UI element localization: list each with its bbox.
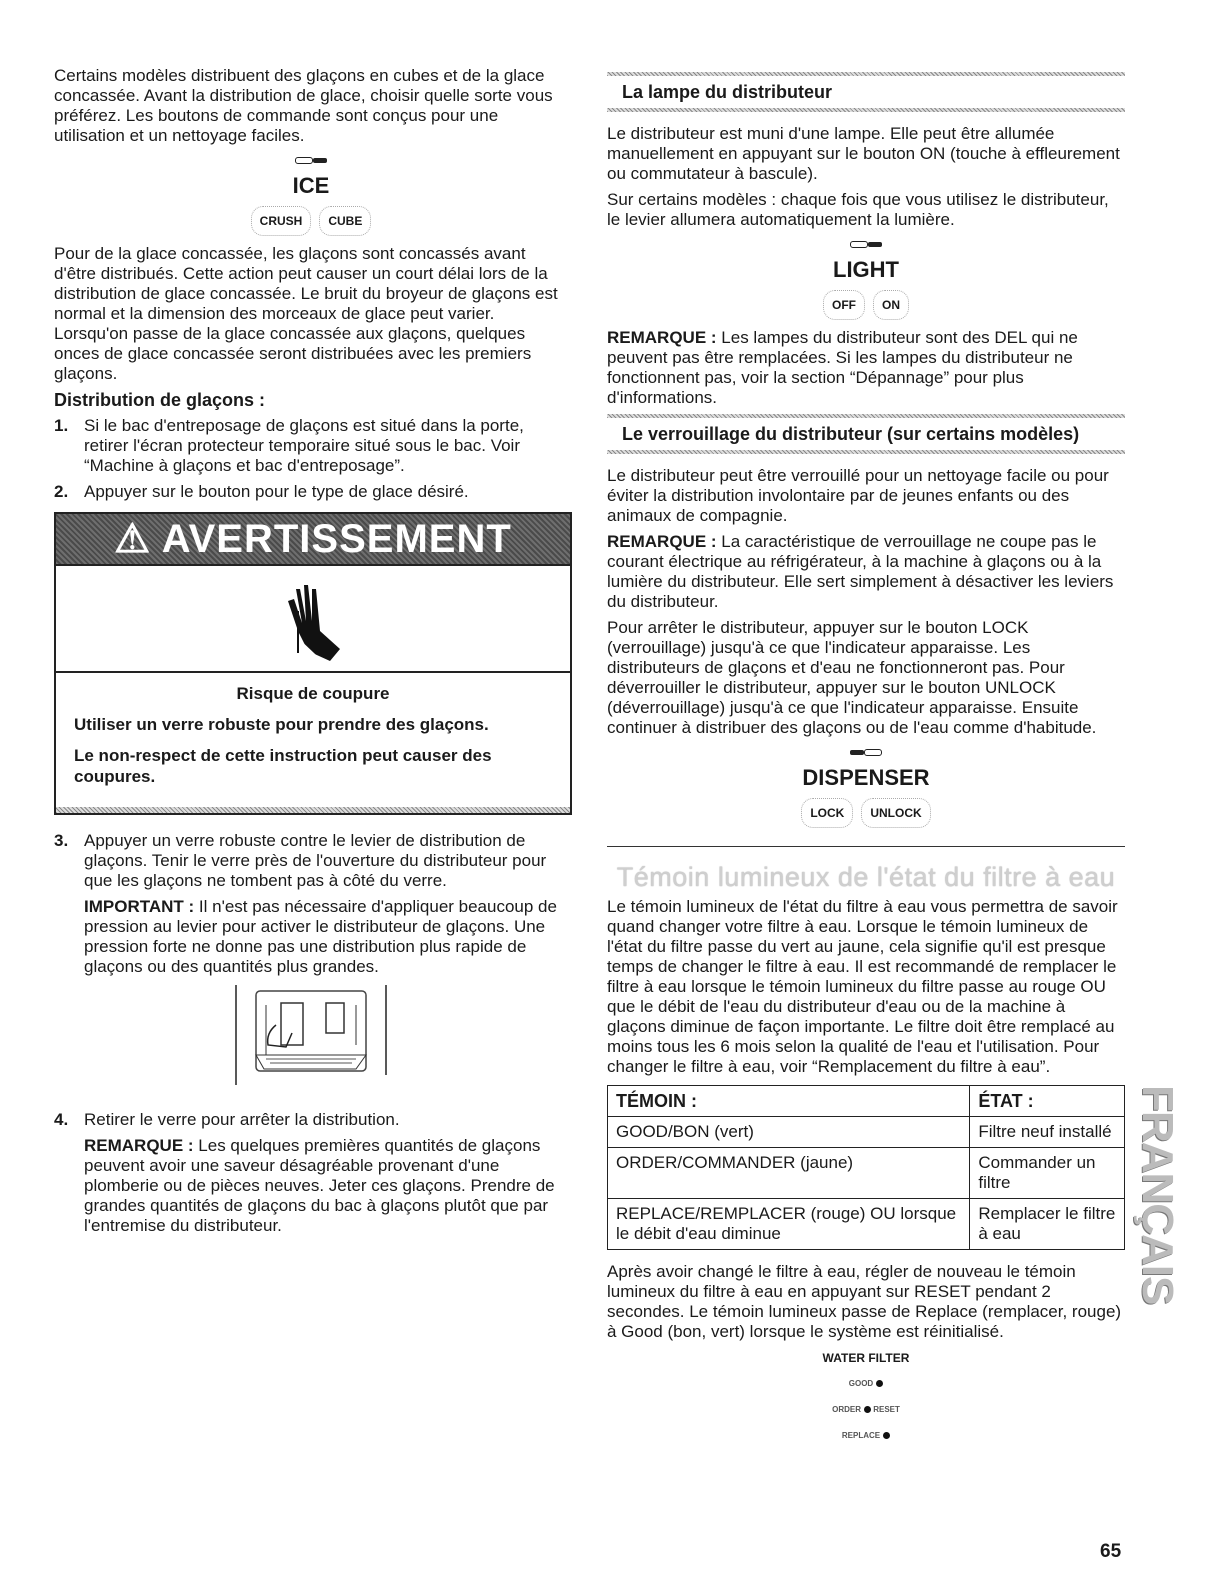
crushed-ice-paragraph: Pour de la glace concassée, les glaçons sont concassés avant d'être distribués. Cette action peut causer un court délai lors de la distribution de glace concassée. Le bruit du broyeur de glaçons est normal et la dimension des morceaux de glace peut varier. Lorsqu'on passe de la glace concassée aux glaçons, quelques onces de glace concassée seront distribuées avec les premiers glaçons. xyxy=(54,244,558,383)
lock-heading: Le verrouillage du distributeur (sur certains modèles) xyxy=(622,424,1080,444)
intro-paragraph: Certains modèles distribuent des glaçons en cubes et de la glace concassée. Avant la distribution de glace, choisir quelle sorte vous préférez. Les boutons de commande sont conçus pour une utilisation et un nettoyage faciles. xyxy=(54,66,553,145)
steps-list-a xyxy=(54,416,568,502)
crush-button: CRUSH xyxy=(251,206,312,236)
ice-control-title: ICE xyxy=(292,173,330,198)
unlock-button: UNLOCK xyxy=(861,798,930,828)
light-control-graphic xyxy=(607,238,1125,320)
warning-risk: Risque de coupure xyxy=(236,684,390,703)
table-header: ÉTAT : xyxy=(970,1086,1125,1117)
filter-status-table xyxy=(607,1085,1125,1250)
replace-indicator-icon xyxy=(883,1432,890,1439)
lamp-section-header xyxy=(607,72,1125,112)
steps-list-c xyxy=(54,1110,568,1236)
table-header: TÉMOIN : xyxy=(608,1086,970,1117)
water-filter-label: WATER FILTER xyxy=(822,1351,910,1365)
lamp-heading: La lampe du distributeur xyxy=(622,82,833,102)
on-button: ON xyxy=(873,290,909,320)
good-indicator-icon xyxy=(876,1380,883,1387)
step-item: 1. Si le bac d'entreposage de glaçons est situé dans la porte, retirer l'écran protecteur temporaire situé sous le bac. Voir “Machine à glaçons et bac d'entreposage”. xyxy=(54,416,524,475)
language-side-tab: FRANÇAIS xyxy=(1133,1085,1182,1305)
lock-paragraph-2: Pour arrêter le distributeur, appuyer sur le bouton LOCK (verrouillage) jusqu'à ce que l'indicateur apparaisse. Les distributeurs de glaçons et d'eau ne fonctionneront pas. Pour déverrouiller le distributeur, appuyer sur le bouton UNLOCK (déverrouillage) jusqu'à ce que l'indicateur apparaisse. Ensuite continuer à distribuer des glaçons ou de l'eau comme d'habitude. xyxy=(607,618,1097,737)
warning-box xyxy=(54,512,572,815)
warning-header: ⚠ AVERTISSEMENT xyxy=(56,514,570,564)
warning-line-2: Le non-respect de cette instruction peut causer des coupures. xyxy=(74,746,492,786)
section-divider xyxy=(607,846,1125,847)
cube-button: CUBE xyxy=(319,206,371,236)
table-row: ORDER/COMMANDER (jaune) Commander un filtre xyxy=(608,1148,1125,1199)
lamp-note: REMARQUE : Les lampes du distributeur sont des DEL qui ne peuvent pas être remplacées. Si les lampes du distributeur ne fonctionnent pas, voir la section “Dépannage” pour plus d'informations. xyxy=(607,328,1078,407)
off-button: OFF xyxy=(823,290,865,320)
left-column xyxy=(54,66,568,1242)
lock-section-header xyxy=(607,414,1125,454)
lamp-paragraph-2: Sur certains modèles : chaque fois que vous utilisez le distributeur, le levier allumera automatiquement la lumière. xyxy=(607,190,1109,229)
filter-paragraph-1: Le témoin lumineux de l'état du filtre à eau vous permettra de savoir quand changer votre filtre à eau. Lorsque le témoin lumineux de l'état du filtre passe du vert au jaune, cela signifie qu'il est presque temps de changer le filtre à eau. Il est recommandé de remplacer le filtre à eau lorsque le témoin lumineux du filtre passe au rouge OU que le débit de l'eau du distributeur d'eau ou de la machine à glaçons diminue de façon importante. Le filtre doit être remplacé au moins tous les 6 mois selon la qualité de l'eau et l'utilisation. Pour changer le filtre à eau, voir “Remplacement du filtre à eau”. xyxy=(607,897,1118,1076)
order-indicator-icon xyxy=(864,1406,871,1413)
lock-paragraph-1: Le distributeur peut être verrouillé pour un nettoyage facile ou pour éviter la distribution involontaire par de jeunes enfants ou des animaux de compagnie. xyxy=(607,466,1109,525)
lock-note: REMARQUE : La caractéristique de verrouillage ne coupe pas le courant électrique au réfrigérateur, à la machine à glaçons ou à la lumière du distributeur. Elle sert simplement à désactiver les leviers du distributeur. xyxy=(607,532,1114,611)
page-number: 65 xyxy=(1100,1541,1122,1562)
table-row: GOOD/BON (vert) Filtre neuf installé xyxy=(608,1117,1125,1148)
ice-dispensing-heading: Distribution de glaçons : xyxy=(54,390,266,410)
warning-line-1: Utiliser un verre robuste pour prendre des glaçons. xyxy=(74,715,489,734)
cut-hazard-icon xyxy=(56,564,570,673)
dispenser-control-title: DISPENSER xyxy=(802,765,930,790)
ice-control-graphic xyxy=(54,154,568,236)
water-filter-control-graphic: WATER FILTER GOOD ORDER RESET REPLACE xyxy=(607,1348,1125,1446)
step-item: 4. Retirer le verre pour arrêter la distribution. REMARQUE : Les quelques premières quantités de glaçons peuvent avoir une saveur désagréable provenant d'une plomberie ou de pièces neuves. Jeter ces glaçons. Prendre de grandes quantités de glaçons du bac à glaçons plutôt que par l'entremise du distributeur. xyxy=(54,1110,555,1235)
dispenser-control-graphic xyxy=(607,746,1125,828)
step-item: 3. Appuyer un verre robuste contre le levier de distribution de glaçons. Tenir le verre près de l'ouverture du distributeur pour que les glaçons ne tombent pas à côté du verre. IMPORTANT : Il n'est pas nécessaire d'appliquer beaucoup de pression au levier pour activer le distributeur de glaçons. Une pression forte ne donne pas une distribution plus rapide de glaçons ou des quantités plus grandes. xyxy=(54,831,557,976)
filter-section-title: Témoin lumineux de l'état du filtre à eau xyxy=(616,862,1116,892)
lock-button: LOCK xyxy=(801,798,853,828)
right-column xyxy=(607,66,1125,1452)
table-row: REPLACE/REMPLACER (rouge) OU lorsque le débit d'eau diminue Remplacer le filtre à eau xyxy=(608,1199,1125,1250)
steps-list-b xyxy=(54,831,568,977)
step-item: 2. Appuyer sur le bouton pour le type de glace désiré. xyxy=(54,482,469,501)
light-control-title: LIGHT xyxy=(833,257,899,282)
glass-dispenser-illustration xyxy=(54,985,568,1100)
filter-paragraph-2: Après avoir changé le filtre à eau, régler de nouveau le témoin lumineux du filtre à eau en appuyant sur RESET pendant 2 secondes. Le témoin lumineux passe de Replace (remplacer, rouge) à Good (bon, vert) lorsque le système est réinitialisé. xyxy=(607,1262,1122,1341)
lamp-paragraph-1: Le distributeur est muni d'une lampe. Elle peut être allumée manuellement en appuyant sur le bouton ON (touche à effleurement ou commutateur à bascule). xyxy=(607,124,1120,183)
reset-button: RESET xyxy=(873,1405,900,1414)
